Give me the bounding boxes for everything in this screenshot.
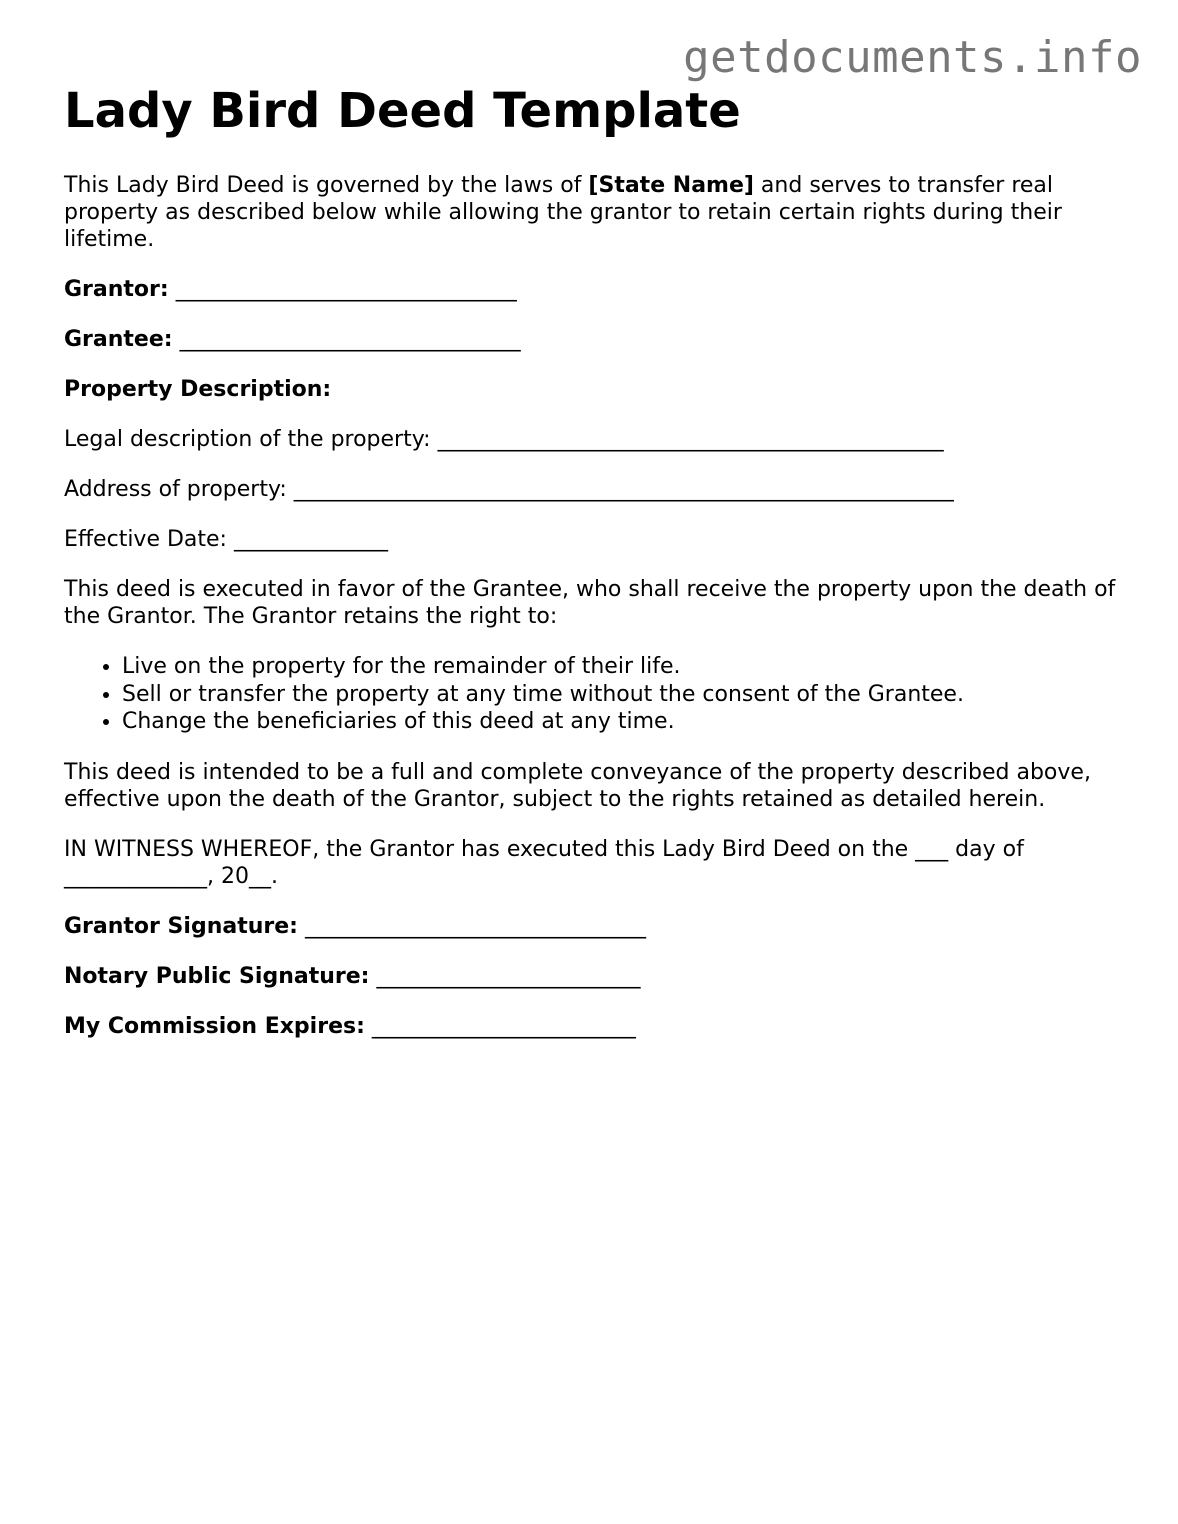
- conveyance-paragraph: This deed is intended to be a full and complete conveyance of the property described above, effective upon the death of the Grantor, subject to the rights retained as detailed herein.: [64, 759, 1091, 812]
- legal-description-field: [64, 426, 1124, 453]
- grantor-field: [64, 276, 1124, 303]
- effective-date-field: [64, 526, 1124, 553]
- favor-paragraph: This deed is executed in favor of the Grantee, who shall receive the property upon the death of the Grantor. The Grantor retains the right to:: [64, 577, 1116, 630]
- address-blank[interactable]: ____________________________________________________________: [293, 477, 954, 503]
- list-item: • Live on the property for the remainder of their life.: [122, 653, 1124, 681]
- effective-date-label: Effective Date:: [64, 527, 227, 553]
- state-name-placeholder: [State Name]: [588, 173, 754, 199]
- legal-description-blank[interactable]: ______________________________________________: [437, 427, 944, 453]
- grantor-signature-field: [64, 913, 1124, 940]
- witness-paragraph: IN WITNESS WHEREOF, the Grantor has executed this Lady Bird Deed on the ___ day of _____________, 20__.: [64, 836, 1024, 889]
- address-field: [64, 476, 1124, 503]
- watermark: getdocuments.info: [683, 32, 1142, 83]
- notary-signature-field: [64, 963, 1124, 990]
- effective-date-blank[interactable]: ______________: [233, 527, 388, 553]
- address-label: Address of property:: [64, 477, 287, 503]
- grantor-signature-label: Grantor Signature:: [64, 913, 298, 939]
- grantor-label: Grantor:: [64, 277, 169, 303]
- grantee-blank[interactable]: _______________________________: [179, 327, 521, 353]
- intro-text-before: This Lady Bird Deed is governed by the laws of: [64, 173, 589, 199]
- commission-expires-blank[interactable]: ________________________: [371, 1013, 636, 1039]
- retained-rights-list: [64, 653, 1124, 736]
- document-page: [64, 84, 1124, 1040]
- document-title: Lady Bird Deed Template: [64, 83, 741, 139]
- legal-description-label: Legal description of the property:: [64, 427, 431, 453]
- grantee-label: Grantee:: [64, 327, 173, 353]
- list-item: • Change the beneficiaries of this deed at any time.: [122, 708, 1124, 736]
- commission-expires-label: My Commission Expires:: [64, 1013, 365, 1039]
- grantor-signature-blank[interactable]: _______________________________: [304, 913, 646, 939]
- notary-signature-label: Notary Public Signature:: [64, 963, 370, 989]
- notary-signature-blank[interactable]: ________________________: [376, 963, 641, 989]
- intro-paragraph: [64, 172, 1124, 253]
- grantor-blank[interactable]: _______________________________: [175, 277, 517, 303]
- property-description-heading: Property Description:: [64, 377, 332, 403]
- intro-text-after: and serves to transfer real property as described below while allowing the grantor to retain certain rights during their lifetime.: [64, 173, 1062, 253]
- list-item: • Sell or transfer the property at any time without the consent of the Grantee.: [122, 681, 1124, 709]
- commission-expires-field: [64, 1013, 1124, 1040]
- grantee-field: [64, 326, 1124, 353]
